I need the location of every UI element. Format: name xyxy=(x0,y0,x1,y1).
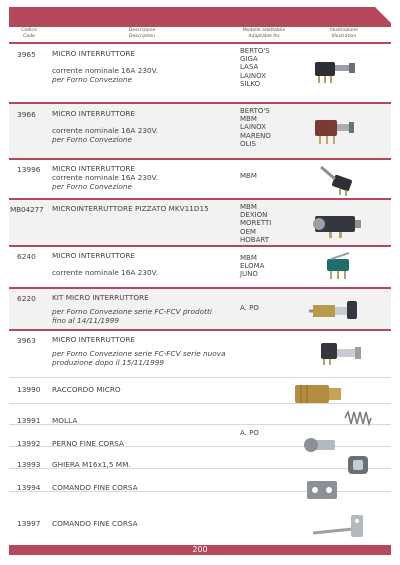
product-code: 3965 xyxy=(17,50,36,59)
brand: HOBART xyxy=(240,235,269,244)
product-note: produzione dopo il 15/11/1999 xyxy=(52,358,165,367)
ring-nut-image xyxy=(345,453,371,477)
product-spec: corrente nominale 16A 230V. xyxy=(52,268,159,277)
spring-image xyxy=(343,409,373,427)
brand: LAINOX xyxy=(240,71,267,80)
adaptable-brands xyxy=(240,429,259,437)
row-separator xyxy=(9,377,391,378)
product-code: MB04277 xyxy=(10,205,44,214)
header-adaptable-it: Modello adattabile xyxy=(242,28,286,33)
brand: MORETTI xyxy=(240,219,272,228)
product-code: 3966 xyxy=(17,110,36,119)
brand: BERTO'S xyxy=(240,47,270,55)
product-note: per Forno Convezione serie FC-FCV serie nuova xyxy=(52,349,226,358)
adaptable-brands xyxy=(240,107,271,148)
brand: A. PO xyxy=(240,429,259,437)
fitting-image xyxy=(291,379,345,409)
brand: MBM xyxy=(240,203,257,211)
product-spec: corrente nominale 16A 230V. xyxy=(52,66,159,75)
brand: ELOMA xyxy=(240,262,265,271)
product-note: fino al 14/11/1999 xyxy=(52,316,119,325)
brand: MBM xyxy=(240,172,257,180)
top-band xyxy=(9,7,391,27)
product-note: per Forno Convezione serie FC-FCV prodotti xyxy=(52,307,212,316)
table-row xyxy=(9,42,391,104)
header-description-it: Descrizione xyxy=(128,28,156,33)
product-title: KIT MICRO INTERRUTTORE xyxy=(52,293,149,302)
product-note: per Forno Convezione xyxy=(52,182,132,191)
product-code: 13996 xyxy=(17,165,41,174)
adaptable-brands xyxy=(240,203,271,244)
brand: SILKO xyxy=(240,79,261,88)
product-description xyxy=(52,164,158,191)
product-code: 13993 xyxy=(17,460,41,469)
catalog-page xyxy=(9,7,391,555)
product-title: MICROINTERRUTTORE PIZZATO MKV11D15 xyxy=(52,204,209,213)
header-description-en: Description xyxy=(128,33,156,39)
product-description xyxy=(52,49,158,84)
pin-image xyxy=(299,433,339,457)
product-title: MICRO INTERRUTTORE xyxy=(52,109,136,118)
product-title: PERNO FINE CORSA xyxy=(52,439,125,448)
header-code-it: Codice xyxy=(21,28,37,33)
product-title: COMANDO FINE CORSA xyxy=(52,519,138,528)
product-description xyxy=(52,109,158,144)
product-note: per Forno Convezione xyxy=(52,135,132,144)
micro-switch-image xyxy=(315,337,365,373)
adaptable-brands xyxy=(240,47,270,88)
brand: A. PO xyxy=(240,304,259,312)
header-illustration-it: Illustrazione xyxy=(330,28,358,33)
micro-switch-image xyxy=(309,54,359,86)
adaptable-brands xyxy=(240,304,259,312)
micro-switch-image xyxy=(317,163,357,197)
product-code: 13991 xyxy=(17,416,41,425)
table-row xyxy=(9,158,391,200)
brand: LASA xyxy=(240,63,259,72)
product-title: GHIERA M16x1,5 MM. xyxy=(52,460,131,469)
brand: OLIS xyxy=(240,139,256,148)
switch-kit-image xyxy=(305,293,365,327)
product-title: COMANDO FINE CORSA xyxy=(52,483,138,492)
brand: BERTO'S xyxy=(240,107,270,115)
brand: JUNO xyxy=(240,270,258,279)
brand: MBM xyxy=(240,254,257,262)
limit-control-image xyxy=(309,511,369,541)
product-title: MOLLA xyxy=(52,416,78,425)
header-illustration-en: Illustration xyxy=(331,33,357,39)
product-description xyxy=(52,293,212,325)
product-title: MICRO INTERRUTTORE xyxy=(52,335,136,344)
brand: MBM xyxy=(240,115,257,124)
group-block xyxy=(9,329,391,547)
product-title: RACCORDO MICRO xyxy=(52,385,121,394)
product-spec: corrente nominale 16A 230V. xyxy=(52,173,159,182)
product-spec: corrente nominale 16A 230V. xyxy=(52,126,159,135)
micro-switch-image xyxy=(309,206,365,242)
brand: LAINOX xyxy=(240,123,267,132)
table-row xyxy=(9,198,391,247)
product-description xyxy=(52,251,158,277)
product-code: 13997 xyxy=(17,519,41,528)
micro-switch-image xyxy=(319,251,359,283)
brand: GIGA xyxy=(240,55,258,64)
product-title: MICRO INTERRUTTORE xyxy=(52,164,136,173)
product-code: 13990 xyxy=(17,385,41,394)
page-number: 200 xyxy=(192,545,208,554)
header-code-en: Code xyxy=(23,33,35,39)
table-row xyxy=(9,245,391,289)
product-title: MICRO INTERRUTTORE xyxy=(52,251,136,260)
adaptable-brands xyxy=(240,172,257,180)
table-row xyxy=(9,102,391,160)
table-row xyxy=(9,287,391,331)
brand: MARENO xyxy=(240,131,271,140)
product-code: 6220 xyxy=(17,294,36,303)
product-code: 6240 xyxy=(17,252,36,261)
adaptable-brands xyxy=(240,254,264,279)
product-description xyxy=(52,335,226,367)
header-adaptable-en: Adaptable for xyxy=(248,33,280,39)
folded-corner xyxy=(375,7,391,23)
micro-switch-image xyxy=(309,112,359,150)
product-code: 13992 xyxy=(17,439,41,448)
product-description xyxy=(52,204,209,213)
limit-control-image xyxy=(303,475,343,505)
brand: OEM xyxy=(240,227,256,236)
product-note: per Forno Convezione xyxy=(52,75,132,84)
product-code: 13994 xyxy=(17,483,41,492)
brand: DEXION xyxy=(240,211,268,220)
product-title: MICRO INTERRUTTORE xyxy=(52,49,136,58)
product-code: 3963 xyxy=(17,336,36,345)
